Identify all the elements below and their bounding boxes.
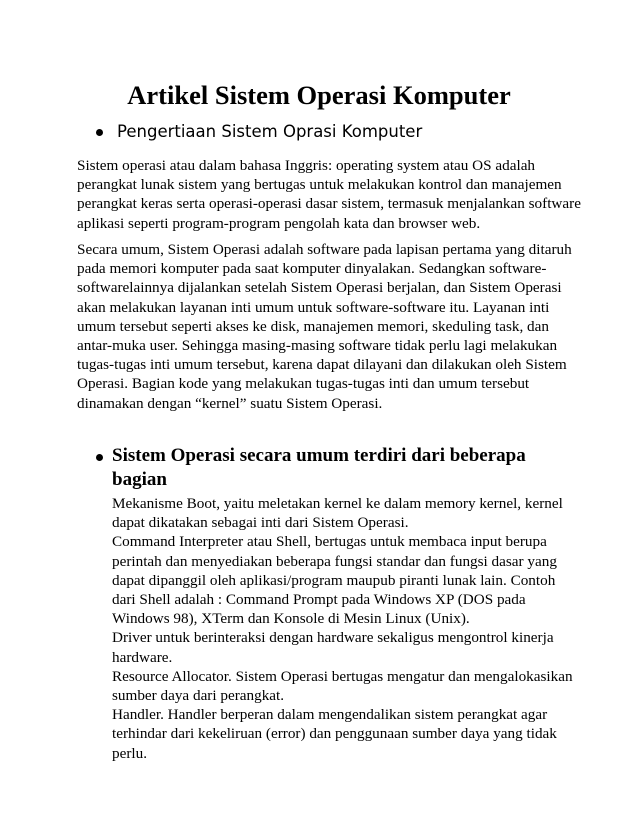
text-line: Handler. Handler berperan dalam mengendalikan sistem perangkat agar (112, 706, 548, 724)
section2-heading (112, 444, 526, 492)
text-line: terhindar dari kekeliruan (error) dan penggunaan sumber daya yang tidak (112, 725, 557, 743)
section1-heading: Pengertiaan Sistem Oprasi Komputer (117, 122, 423, 141)
text-line: Operasi. Bagian kode yang melakukan tugas-tugas inti dan umum tersebut (77, 375, 530, 393)
heading-line: Sistem Operasi secara umum terdiri dari beberapa (112, 445, 526, 466)
text-line: sumber daya dari perangkat. (112, 687, 285, 705)
text-line: Mekanisme Boot, yaitu meletakan kernel ke dalam memory kernel, kernel (112, 495, 563, 512)
text-line: dapat dipanggil oleh aplikasi/program maupub piranti lunak lain. Contoh (112, 571, 556, 589)
section1-bullet (96, 121, 422, 145)
text-line: Resource Allocator. Sistem Operasi bertugas mengatur dan mengalokasikan (112, 667, 573, 685)
text-line: akan melakukan layanan inti umum untuk software-software itu. Layanan inti (77, 298, 550, 316)
heading-line: bagian (112, 469, 167, 490)
text-line: perintah dan menyediakan beberapa fungsi standar dan fungsi dasar yang (112, 552, 557, 570)
bullet-icon (96, 454, 103, 461)
text-line: pada memori komputer pada saat komputer dinyalakan. Sedangkan software- (77, 260, 547, 278)
text-line: dari Shell adalah : Command Prompt pada Windows XP (DOS pada (112, 591, 526, 609)
section2-body (112, 494, 572, 763)
text-line: aplikasi seperti program-program pengolah kata dan browser web. (77, 214, 481, 232)
text-line: Command Interpreter atau Shell, bertugas untuk membaca input berupa (112, 533, 547, 551)
text-line: antar-muka user. Sehingga masing-masing software tidak perlu lagi melakukan (77, 337, 558, 355)
text-line: Driver untuk berinteraksi dengan hardware sekaligus mengontrol kinerja (112, 629, 554, 647)
paragraph-general (77, 240, 572, 413)
paragraph-definition (77, 156, 581, 233)
bullet-icon (96, 129, 103, 136)
text-line: dapat dikatakan sebagai inti dari Sistem Operasi. (112, 514, 409, 532)
text-line: perangkat keras serta operasi-operasi dasar sistem, termasuk menjalankan software (77, 195, 581, 213)
text-line: perangkat lunak sistem yang bertugas untuk melakukan kontrol dan manajemen (77, 176, 562, 194)
text-line: Sistem operasi atau dalam bahasa Inggris: operating system atau OS adalah (77, 157, 536, 174)
text-line: dinamakan dengan “kernel” suatu Sistem Operasi. (77, 394, 383, 412)
section2-bullet (96, 444, 566, 492)
text-line: perlu. (112, 744, 148, 762)
page-title: Artikel Sistem Operasi Komputer (127, 80, 511, 110)
text-line: hardware. (112, 648, 173, 666)
text-line: Secara umum, Sistem Operasi adalah software pada lapisan pertama yang ditaruh (77, 241, 572, 258)
text-line: tugas-tugas inti umum tersebut, karena dapat dilayani dan dilakukan oleh Sistem (77, 356, 567, 374)
text-line: softwarelainnya dijalankan setelah Sistem Operasi berjalan, dan Sistem Operasi (77, 279, 562, 297)
text-line: Windows 98), XTerm dan Konsole di Mesin Linux (Unix). (112, 610, 470, 628)
text-line: umum tersebut seperti akses ke disk, manajemen memori, skeduling task, dan (77, 317, 549, 335)
